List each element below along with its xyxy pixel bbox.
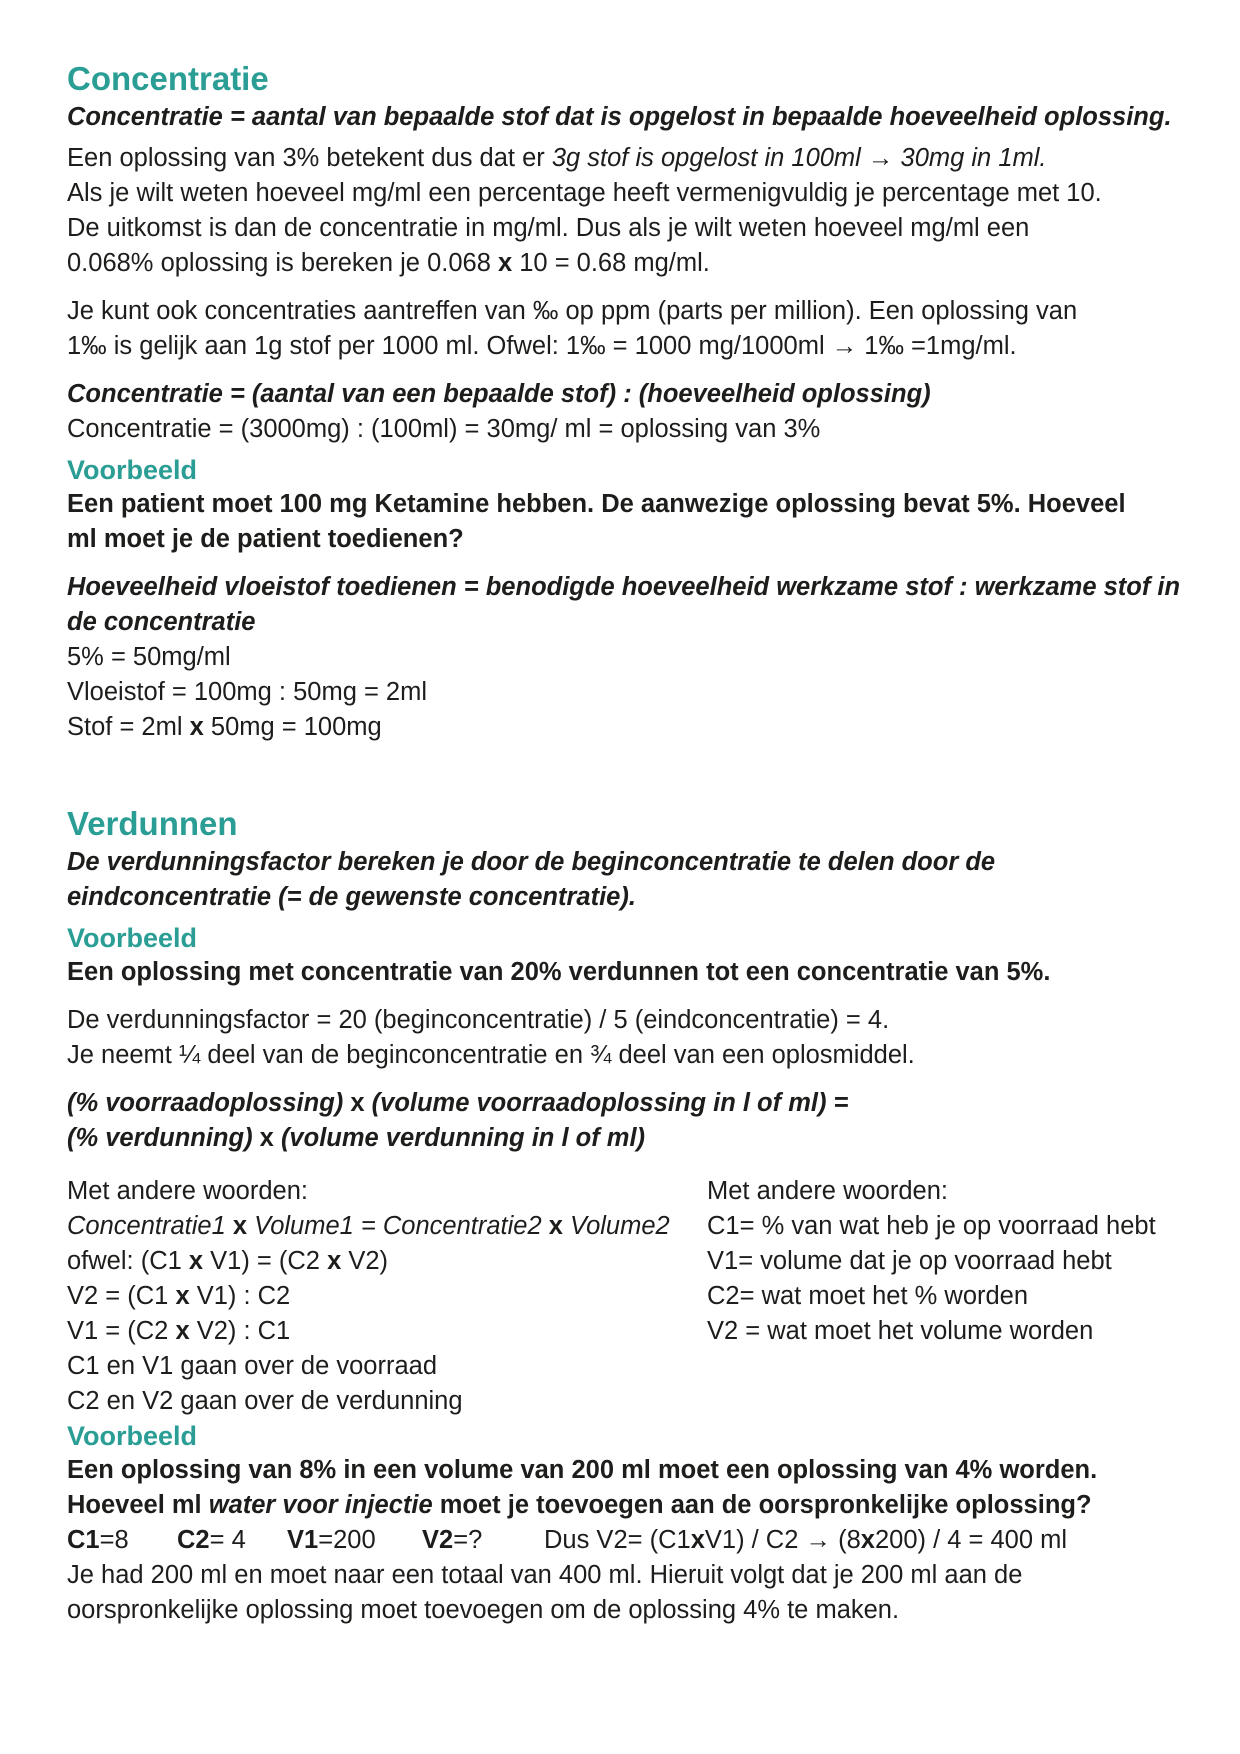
- formula-line: [67, 1279, 707, 1314]
- text: Dus V2= (C1: [544, 1526, 691, 1554]
- text-italic: water voor injectie: [208, 1491, 433, 1519]
- text: V2 = (C1: [67, 1282, 176, 1310]
- text: (volume verdunning in l of ml): [273, 1124, 646, 1152]
- c2-value: = 4: [209, 1526, 246, 1554]
- two-column-explanation: [67, 1174, 1190, 1419]
- v2-value: =?: [453, 1526, 483, 1554]
- multiply-sign: x: [690, 1526, 705, 1554]
- text: V2): [341, 1247, 389, 1275]
- dus-formula: [544, 1523, 1067, 1558]
- text: oorspronkelijke oplossing moet toevoegen om de oplossing 4% te maken.: [67, 1596, 900, 1624]
- text: Een oplossing van 8% in een volume van 200 ml moet een oplossing van 4% worden.: [67, 1456, 1098, 1484]
- paragraph-promille: [67, 294, 1190, 364]
- text: Volume1 = Concentratie2: [247, 1212, 549, 1240]
- text: 5% = 50mg/ml: [67, 643, 231, 671]
- example-heading: Voorbeeld: [67, 923, 198, 953]
- text: De verdunningsfactor bereken je door de beginconcentratie te delen door de: [67, 848, 996, 876]
- text: V1 = (C2: [67, 1317, 176, 1345]
- text: C2 en V2 gaan over de verdunning: [67, 1387, 463, 1415]
- text: Volume2: [562, 1212, 670, 1240]
- v1-value: =200: [318, 1526, 376, 1554]
- example-values: [67, 1523, 1190, 1558]
- concentratie-formula-example: Concentratie = (3000mg) : (100ml) = 30mg/ ml = oplossing van 3%: [67, 415, 821, 443]
- text: Hoeveel ml: [67, 1491, 209, 1519]
- text: 0.068% oplossing is bereken je 0.068: [67, 249, 498, 277]
- multiply-sign: x: [259, 1124, 274, 1152]
- c2-label: C2: [177, 1526, 210, 1554]
- text: Stof = 2ml: [67, 713, 190, 741]
- text: Met andere woorden:: [67, 1177, 308, 1205]
- multiply-sign: x: [232, 1212, 248, 1240]
- text: de concentratie: [67, 608, 256, 636]
- formula-line: [67, 1244, 707, 1279]
- text: C1= % van wat heb je op voorraad hebt: [707, 1212, 1156, 1240]
- text: 10 = 0.68 mg/ml.: [512, 249, 710, 277]
- left-column: [67, 1174, 707, 1419]
- text: 200) / 4 = 400 ml: [874, 1526, 1068, 1554]
- multiply-sign: x: [189, 713, 204, 741]
- text: V1) = (C2: [203, 1247, 328, 1275]
- example-question: Een oplossing met concentratie van 20% verdunnen tot een concentratie van 5%.: [67, 958, 1051, 986]
- paragraph-percentage: [67, 141, 1190, 281]
- text: Hoeveelheid vloeistof toedienen = benodigde hoeveelheid werkzame stof : werkzame stof in: [67, 573, 1181, 601]
- multiply-sign: x: [860, 1526, 875, 1554]
- example-conclusion: [67, 1558, 1190, 1628]
- v2-label: V2: [422, 1526, 454, 1554]
- text: moet je toevoegen aan de oorspronkelijke oplossing?: [432, 1491, 1092, 1519]
- text: (volume voorraadoplossing in l of ml) =: [364, 1089, 849, 1117]
- example-question: [67, 1453, 1190, 1523]
- text: ofwel: (C1: [67, 1247, 189, 1275]
- multiply-sign: x: [327, 1247, 342, 1275]
- example-question: [67, 487, 1190, 557]
- formula-line: [67, 1314, 707, 1349]
- text: Vloeistof = 100mg : 50mg = 2ml: [67, 678, 428, 706]
- text: C1 en V1 gaan over de voorraad: [67, 1352, 437, 1380]
- section-title-verdunnen: Verdunnen: [67, 805, 238, 842]
- example-rule: [67, 570, 1190, 640]
- text-italic: 3g stof is opgelost in 100ml → 30mg in 1ml.: [551, 144, 1047, 172]
- text: eindconcentratie (= de gewenste concentratie).: [67, 883, 636, 911]
- text: (% voorraadoplossing): [67, 1089, 351, 1117]
- multiply-sign: x: [497, 249, 513, 277]
- multiply-sign: x: [350, 1089, 365, 1117]
- concentratie-definition: Concentratie = aantal van bepaalde stof dat is opgelost in bepaalde hoeveelheid oplossing.: [67, 103, 1172, 131]
- text: Een oplossing van 3% betekent dus dat er: [67, 144, 552, 172]
- text: V1) / C2 → (8: [704, 1526, 861, 1554]
- example-calculation: [67, 640, 1190, 745]
- right-column: [707, 1174, 1190, 1419]
- concentratie-formula: Concentratie = (aantal van een bepaalde stof) : (hoeveelheid oplossing): [67, 380, 931, 408]
- formula-line: [67, 1209, 707, 1244]
- text: C2= wat moet het % worden: [707, 1282, 1029, 1310]
- text: Een patient moet 100 mg Ketamine hebben. De aanwezige oplossing bevat 5%. Hoeveel: [67, 490, 1126, 518]
- section-title-concentratie: Concentratie: [67, 60, 269, 97]
- text: Je had 200 ml en moet naar een totaal van 400 ml. Hieruit volgt dat je 200 ml aan de: [67, 1561, 1023, 1589]
- example-heading: Voorbeeld: [67, 455, 198, 485]
- dilution-formula: [67, 1086, 1190, 1156]
- c1-value: =8: [99, 1526, 129, 1554]
- multiply-sign: x: [548, 1212, 563, 1240]
- text: V1) : C2: [189, 1282, 291, 1310]
- multiply-sign: x: [175, 1282, 190, 1310]
- text: V2 = wat moet het volume worden: [707, 1317, 1094, 1345]
- text: Als je wilt weten hoeveel mg/ml een percentage heeft vermenigvuldig je percentage met 10.: [67, 179, 1102, 207]
- text: Met andere woorden:: [707, 1177, 948, 1205]
- v1-label: V1: [287, 1526, 319, 1554]
- text: Concentratie1: [67, 1212, 233, 1240]
- text: De verdunningsfactor = 20 (beginconcentratie) / 5 (eindconcentratie) = 4.: [67, 1006, 890, 1034]
- multiply-sign: x: [188, 1247, 204, 1275]
- text: Je kunt ook concentraties aantreffen van ‰ op ppm (parts per million). Een oplossing van: [67, 297, 1078, 325]
- example-heading: Voorbeeld: [67, 1421, 198, 1451]
- text: ml moet je de patient toedienen?: [67, 525, 464, 553]
- text: Je neemt ¼ deel van de beginconcentratie en ¾ deel van een oplosmiddel.: [67, 1041, 915, 1069]
- text: 1‰ is gelijk aan 1g stof per 1000 ml. Ofwel: 1‰ = 1000 mg/1000ml → 1‰ =1mg/ml.: [67, 332, 1017, 360]
- dilution-factor-text: [67, 1003, 1190, 1073]
- text: (% verdunning): [67, 1124, 260, 1152]
- text: De uitkomst is dan de concentratie in mg/ml. Dus als je wilt weten hoeveel mg/ml een: [67, 214, 1030, 242]
- c1-label: C1: [67, 1526, 100, 1554]
- text: 50mg = 100mg: [203, 713, 382, 741]
- text: V1= volume dat je op voorraad hebt: [707, 1247, 1112, 1275]
- verdunnen-definition: [67, 845, 1190, 915]
- multiply-sign: x: [175, 1317, 190, 1345]
- text: V2) : C1: [189, 1317, 291, 1345]
